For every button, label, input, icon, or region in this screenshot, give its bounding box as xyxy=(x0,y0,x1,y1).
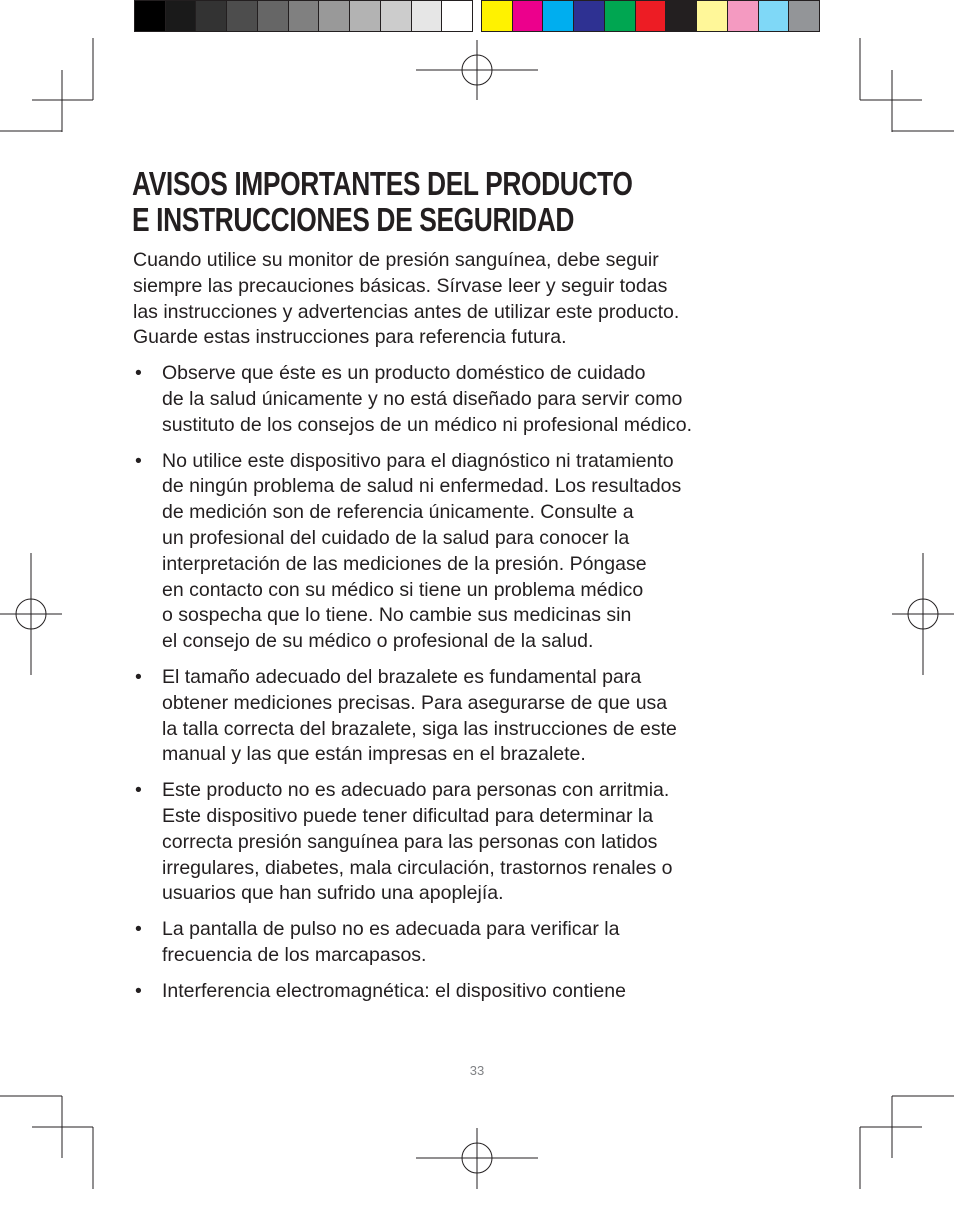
bullet-icon: • xyxy=(135,449,142,472)
crop-mark-bottom-left xyxy=(0,1096,93,1189)
title-line-1: AVISOS IMPORTANTES DEL PRODUCTO xyxy=(132,165,633,202)
bullet-line: usuarios que han sufrido una apoplejía. xyxy=(162,882,504,905)
bullet-line: de medición son de referencia únicamente. Consulte a xyxy=(162,501,634,524)
bullet-line: interpretación de las mediciones de la presión. Póngase xyxy=(162,552,647,575)
bullet-line: No utilice este dispositivo para el diagnóstico ni tratamiento xyxy=(162,449,674,472)
bullet-icon: • xyxy=(135,779,142,802)
registration-mark-left xyxy=(0,553,62,675)
page-title xyxy=(132,166,633,238)
bullet-line: sustituto de los consejos de un médico ni profesional médico. xyxy=(162,413,693,436)
bullet-line: de ningún problema de salud ni enfermedad. Los resultados xyxy=(162,475,682,498)
safety-content xyxy=(133,248,773,1015)
bullet-item-arrhythmia xyxy=(133,778,773,907)
bullet-icon: • xyxy=(135,362,142,385)
registration-mark-right xyxy=(892,553,954,675)
crop-mark-top-left xyxy=(0,38,93,132)
safety-bullet-list xyxy=(133,361,773,1004)
bullet-line: La pantalla de pulso no es adecuada para verificar la xyxy=(162,918,620,941)
bullet-icon: • xyxy=(135,665,142,688)
bullet-line: en contacto con su médico si tiene un problema médico xyxy=(162,578,644,601)
page-number: 33 xyxy=(469,1063,485,1078)
bullet-item-medical-advice xyxy=(133,361,773,438)
registration-mark-bottom xyxy=(416,1128,538,1189)
bullet-line: frecuencia de los marcapasos. xyxy=(162,943,427,966)
intro-line: Guarde estas instrucciones para referencia futura. xyxy=(133,326,567,349)
bullet-line: manual y las que están impresas en el brazalete. xyxy=(162,743,586,766)
crop-mark-bottom-right xyxy=(860,1096,954,1189)
intro-paragraph xyxy=(133,248,773,351)
bullet-item-diagnosis xyxy=(133,449,773,655)
bullet-line: el consejo de su médico o profesional de la salud. xyxy=(162,630,594,653)
intro-line: siempre las precauciones básicas. Sírvase leer y seguir todas xyxy=(133,274,668,297)
bullet-line: la talla correcta del brazalete, siga las instrucciones de este xyxy=(162,717,677,740)
bullet-line: correcta presión sanguínea para las personas con latidos xyxy=(162,830,658,853)
bullet-line: irregulares, diabetes, mala circulación, trastornos renales o xyxy=(162,856,673,879)
bullet-item-pacemaker xyxy=(133,917,773,969)
crop-mark-top-right xyxy=(860,38,954,132)
bullet-icon: • xyxy=(135,979,142,1002)
bullet-line: obtener mediciones precisas. Para asegurarse de que usa xyxy=(162,691,668,714)
bullet-line: Observe que éste es un producto doméstico de cuidado xyxy=(162,362,646,385)
bullet-line: o sospecha que lo tiene. No cambie sus medicinas sin xyxy=(162,604,632,627)
bullet-line: Interferencia electromagnética: el dispositivo contiene xyxy=(162,979,626,1002)
intro-line: Cuando utilice su monitor de presión sanguínea, debe seguir xyxy=(133,249,659,271)
bullet-line: El tamaño adecuado del brazalete es fundamental para xyxy=(162,665,642,688)
registration-mark-top xyxy=(416,40,538,100)
bullet-icon: • xyxy=(135,918,142,941)
bullet-line: Este producto no es adecuado para personas con arritmia. xyxy=(162,779,670,802)
intro-line: las instrucciones y advertencias antes de utilizar este producto. xyxy=(133,300,680,323)
bullet-item-electromagnetic xyxy=(133,979,773,1005)
bullet-line: de la salud únicamente y no está diseñado para servir como xyxy=(162,387,683,410)
title-line-2: E INSTRUCCIONES DE SEGURIDAD xyxy=(132,201,575,238)
bullet-line: Este dispositivo puede tener dificultad para determinar la xyxy=(162,804,654,827)
bullet-line: un profesional del cuidado de la salud para conocer la xyxy=(162,526,630,549)
bullet-item-cuff-size xyxy=(133,665,773,768)
